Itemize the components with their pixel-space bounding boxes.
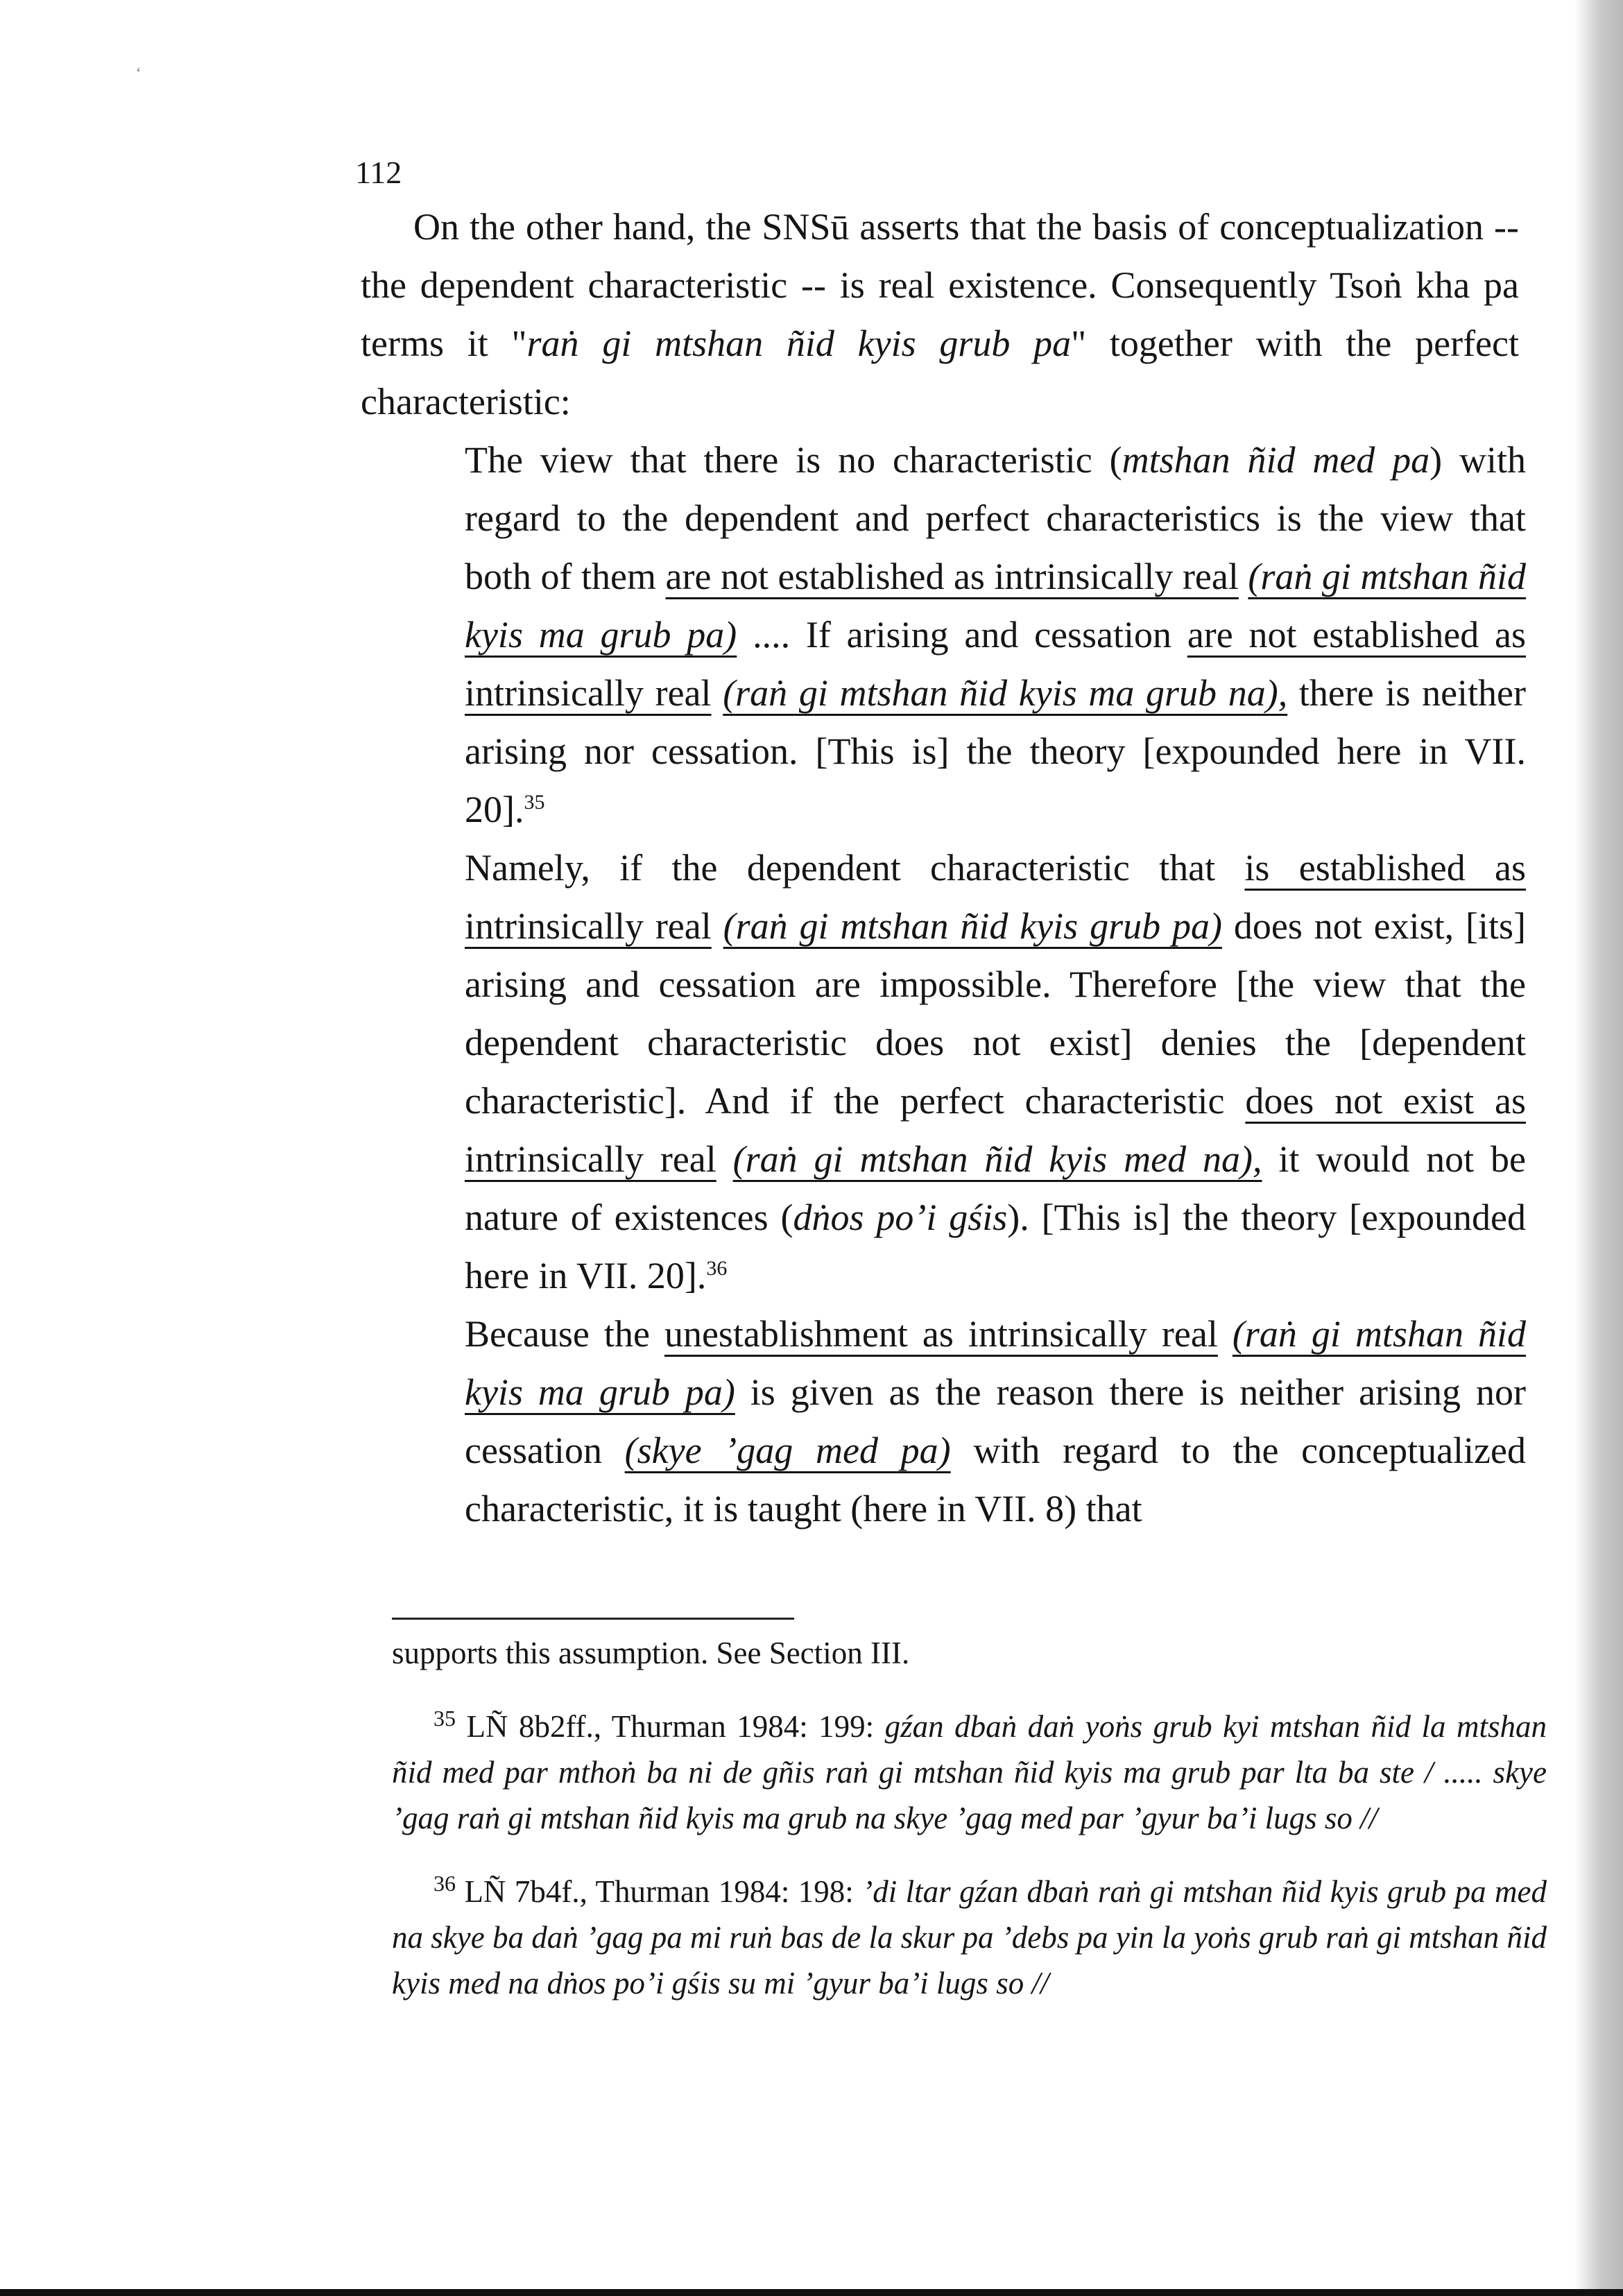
- footnote-reference-35[interactable]: 35: [524, 791, 545, 814]
- underlined-phrase: are not established as intrinsically real: [665, 556, 1239, 597]
- underlined-tibetan: (raṅ gi mtshan ñid kyis med na),: [732, 1138, 1262, 1180]
- intro-text-end: " together with the perfect characteristic:: [361, 323, 1519, 422]
- quote-text: Namely, if the dependent characteristic that: [465, 847, 1245, 889]
- quote-text: is given as the reason there is neither arising nor cessation: [465, 1371, 1526, 1471]
- quote-text: does not exist, [its] arising and cessation are impossible. Therefore [the view that the dependent characteristic does not exist] denies the [dependent characteristic]. And if the perfect characteristic: [465, 905, 1526, 1122]
- block-quote-1: [465, 431, 1526, 839]
- footnote-35: [392, 1704, 1547, 1841]
- underlined-tibetan: (skye ’gag med pa): [624, 1430, 951, 1471]
- underlined-tibetan: (raṅ gi mtshan ñid kyis ma grub na),: [723, 672, 1288, 714]
- footnote-mark: 35: [433, 1706, 456, 1731]
- footnote-mark: 36: [433, 1871, 456, 1896]
- tibetan-term: mtshan ñid med pa: [1122, 439, 1430, 481]
- quote-text: it would not be nature of existences (: [465, 1138, 1527, 1238]
- main-text: [361, 198, 1527, 1538]
- footnote-reference: LÑ 7b4f., Thurman 1984: 198:: [464, 1874, 863, 1909]
- footnote-continuation: supports this assumption. See Section III.: [392, 1636, 910, 1670]
- footnote-36: [392, 1869, 1547, 2006]
- tibetan-term: raṅ gi mtshan ñid kyis grub pa: [526, 323, 1072, 364]
- page-number: 112: [355, 155, 402, 190]
- quote-text: .... If arising and cessation: [737, 614, 1187, 656]
- quote-text: there is neither arising nor cessation. [This is] the theory [expounded here in VII. 20].: [465, 672, 1527, 830]
- stray-mark: ‘: [136, 64, 141, 81]
- quote-text: The view that there is no characteristic (: [465, 439, 1122, 481]
- scan-edge-shadow: [1574, 0, 1623, 2289]
- quote-text: Because the: [465, 1313, 664, 1355]
- block-quote-3: [465, 1305, 1526, 1538]
- quote-text: ). [This is] the theory [expounded here in VII. 20].: [465, 1197, 1526, 1296]
- underlined-tibetan: (raṅ gi mtshan ñid kyis ma grub pa): [465, 556, 1526, 656]
- underlined-tibetan: (raṅ gi mtshan ñid kyis ma grub pa): [465, 1313, 1526, 1413]
- footnote-tibetan: gźan dbaṅ daṅ yoṅs grub kyi mtshan ñid la mtshan ñid med par mthoṅ ba ni de gñis raṅ gi mtshan ñid kyis ma grub par lta ba ste / ..... skye ’gag raṅ gi mtshan ñid kyis ma grub na skye ’gag med par ’gyur ba’i lugs so //: [392, 1709, 1547, 1835]
- quote-text: ) with regard to the dependent and perfect characteristics is the view that both of them: [465, 439, 1526, 597]
- intro-text: On the other hand, the SNSū asserts that the basis of conceptualization -- the dependent characteristic -- is real existence. Consequently Tsoṅ kha pa terms it ": [361, 206, 1519, 364]
- underlined-phrase: are not established as intrinsically real: [465, 614, 1526, 714]
- footnotes: [392, 1630, 1547, 2034]
- footnote-tibetan: ’di ltar gźan dbaṅ raṅ gi mtshan ñid kyis grub pa med na skye ba daṅ ’gag pa mi ruṅ bas de la skur pa ’debs pa yin la yoṅs grub raṅ gi mtshan ñid kyis med na dṅos po’i gśis su mi ’gyur ba’i lugs so //: [392, 1874, 1547, 2001]
- page-bottom-border: [0, 2289, 1623, 2296]
- block-quote-2: [465, 839, 1526, 1305]
- footnote-reference: LÑ 8b2ff., Thurman 1984: 199:: [466, 1709, 885, 1744]
- underlined-tibetan: (raṅ gi mtshan ñid kyis grub pa): [723, 905, 1222, 947]
- footnote-separator: [392, 1618, 794, 1620]
- underlined-phrase: unestablishment as intrinsically real: [664, 1313, 1218, 1355]
- intro-paragraph: [361, 198, 1519, 431]
- footnote-reference-36[interactable]: 36: [706, 1257, 728, 1280]
- quote-text: with regard to the conceptualized characteristic, it is taught (here in VII. 8) that: [465, 1430, 1526, 1530]
- underlined-phrase: is established as intrinsically real: [465, 847, 1526, 947]
- tibetan-term: dṅos po’i gśis: [793, 1197, 1008, 1238]
- underlined-phrase: does not exist as intrinsically real: [465, 1080, 1526, 1180]
